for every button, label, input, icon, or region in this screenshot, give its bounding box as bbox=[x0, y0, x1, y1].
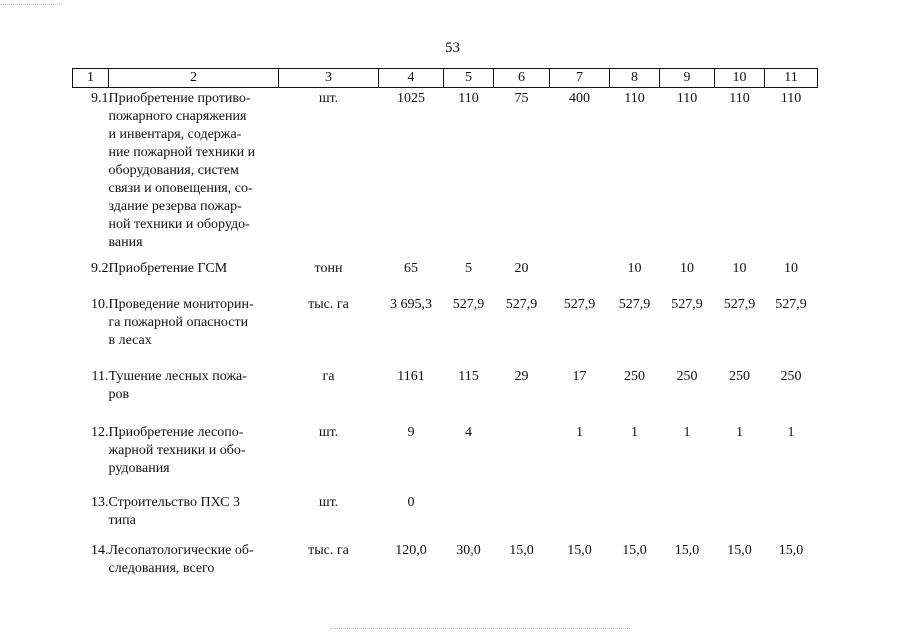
row-name-line: Приобретение ГСМ bbox=[108, 260, 228, 276]
cell-value: 250 bbox=[729, 368, 750, 384]
cell-value: 1 bbox=[631, 424, 638, 440]
scan-artifact-bottom bbox=[330, 628, 630, 630]
row-name-line: связи и оповещения, со- bbox=[108, 181, 253, 196]
cell-value bbox=[494, 424, 550, 494]
cell-value: 1 bbox=[576, 424, 583, 440]
row-unit: шт. bbox=[318, 494, 339, 510]
row-name-line: жарной техники и обо- bbox=[108, 442, 246, 458]
table-row bbox=[73, 88, 818, 260]
cell-value bbox=[765, 494, 818, 542]
cell-value: 15,0 bbox=[622, 542, 647, 558]
cell-value: 527,9 bbox=[775, 296, 807, 312]
cell-value: 1 bbox=[787, 424, 795, 440]
row-name-line: здание резерва пожар- bbox=[108, 199, 242, 214]
column-header: 8 bbox=[610, 69, 660, 88]
row-name bbox=[109, 368, 279, 424]
cell-value: 10 bbox=[680, 260, 694, 276]
cell-value bbox=[444, 494, 494, 542]
table-row bbox=[73, 542, 818, 582]
cell-value: 527,9 bbox=[723, 296, 756, 312]
cell-value: 29 bbox=[514, 368, 529, 384]
cell-value: 527,9 bbox=[618, 296, 651, 312]
row-name-line: в лесах bbox=[108, 332, 152, 348]
cell-value: 15,0 bbox=[727, 542, 752, 558]
cell-value: 17 bbox=[572, 368, 587, 384]
table-row bbox=[73, 296, 818, 368]
row-unit: шт. bbox=[318, 91, 339, 106]
cell-value: 75 bbox=[514, 91, 529, 106]
cell-value: 110 bbox=[780, 91, 802, 106]
cell-value: 5 bbox=[465, 260, 472, 276]
cell-value: 110 bbox=[729, 91, 750, 106]
row-name bbox=[109, 424, 279, 494]
row-number: 12. bbox=[91, 424, 109, 440]
row-name-line: ние пожарной техники и bbox=[108, 145, 256, 160]
cell-value bbox=[494, 494, 550, 542]
column-header: 6 bbox=[494, 69, 550, 88]
row-name bbox=[109, 260, 279, 296]
cell-value: 250 bbox=[676, 368, 698, 384]
cell-value: 1025 bbox=[397, 91, 425, 106]
column-header: 3 bbox=[279, 69, 379, 88]
cell-value: 120,0 bbox=[395, 542, 427, 558]
row-name-line: Приобретение лесопо- bbox=[108, 424, 244, 440]
row-unit: шт. bbox=[318, 424, 339, 440]
row-name bbox=[109, 296, 279, 368]
row-number: 10. bbox=[91, 296, 109, 312]
cell-value: 9 bbox=[407, 424, 415, 440]
table-row bbox=[73, 368, 818, 424]
table-row bbox=[73, 260, 818, 296]
row-name bbox=[109, 88, 279, 260]
row-name-line: типа bbox=[108, 512, 136, 528]
row-name-line: ров bbox=[108, 386, 130, 402]
cell-value: 4 bbox=[465, 424, 472, 440]
cell-value bbox=[715, 494, 765, 542]
row-number: 11. bbox=[91, 368, 109, 384]
cell-value bbox=[660, 494, 715, 542]
row-name-line: Строительство ПХС 3 bbox=[108, 494, 241, 510]
scan-artifact-top bbox=[0, 4, 60, 6]
column-header: 9 bbox=[660, 69, 715, 88]
page-number: 53 bbox=[445, 40, 460, 56]
row-name-line: следования, всего bbox=[108, 560, 215, 576]
cell-value bbox=[610, 494, 660, 542]
column-header: 1 bbox=[73, 69, 109, 88]
cell-value: 15,0 bbox=[567, 542, 592, 558]
cell-value bbox=[550, 260, 610, 296]
cell-value: 1161 bbox=[397, 368, 425, 384]
cell-value: 527,9 bbox=[505, 296, 538, 312]
cell-value: 250 bbox=[624, 368, 645, 384]
row-name-line: Тушение лесных пожа- bbox=[108, 368, 247, 384]
cell-value: 400 bbox=[569, 91, 590, 106]
row-name-line: рудования bbox=[108, 460, 170, 476]
cell-value: 115 bbox=[458, 368, 479, 384]
cell-value: 0 bbox=[407, 494, 415, 510]
column-header: 5 bbox=[444, 69, 494, 88]
row-name bbox=[109, 542, 279, 582]
cell-value: 3 695,3 bbox=[390, 296, 432, 312]
data-table bbox=[72, 68, 818, 582]
column-header: 7 bbox=[550, 69, 610, 88]
row-name-line: га пожарной опасности bbox=[108, 314, 249, 330]
cell-value: 1 bbox=[736, 424, 743, 440]
cell-value: 20 bbox=[514, 260, 529, 276]
row-number: 13. bbox=[91, 494, 109, 510]
cell-value: 10 bbox=[732, 260, 747, 276]
row-unit: тыс. га bbox=[308, 542, 349, 558]
cell-value: 527,9 bbox=[452, 296, 485, 312]
column-header: 2 bbox=[109, 69, 279, 88]
row-number: 14. bbox=[91, 542, 109, 558]
row-number: 9.2 bbox=[91, 260, 109, 276]
cell-value: 15,0 bbox=[509, 542, 534, 558]
cell-value: 10 bbox=[784, 260, 798, 276]
cell-value: 1 bbox=[683, 424, 691, 440]
cell-value: 10 bbox=[627, 260, 642, 276]
cell-value: 110 bbox=[624, 91, 645, 106]
header-row bbox=[73, 69, 818, 88]
row-name-line: вания bbox=[108, 235, 143, 250]
cell-value: 65 bbox=[404, 260, 418, 276]
row-name-line: Приобретение противо- bbox=[108, 91, 251, 106]
row-unit: тыс. га bbox=[308, 296, 349, 312]
row-name-line: ной техники и оборудо- bbox=[108, 217, 250, 232]
column-header: 10 bbox=[715, 69, 765, 88]
table-row bbox=[73, 494, 818, 542]
cell-value: 527,9 bbox=[563, 296, 596, 312]
column-header: 4 bbox=[379, 69, 444, 88]
row-name-line: Проведение мониторин- bbox=[108, 296, 254, 312]
cell-value: 15,0 bbox=[674, 542, 700, 558]
row-name-line: оборудования, систем bbox=[108, 163, 239, 178]
column-header: 11 bbox=[765, 69, 818, 88]
row-name bbox=[109, 494, 279, 542]
table-row bbox=[73, 424, 818, 494]
cell-value: 250 bbox=[780, 368, 802, 384]
cell-value: 30,0 bbox=[456, 542, 481, 558]
cell-value bbox=[550, 494, 610, 542]
cell-value: 110 bbox=[458, 91, 479, 106]
cell-value: 110 bbox=[676, 91, 698, 106]
row-number: 9.1 bbox=[91, 91, 109, 106]
row-name-line: Лесопатологические об- bbox=[108, 542, 254, 558]
cell-value: 15,0 bbox=[778, 542, 804, 558]
row-name-line: и инвентаря, содержа- bbox=[108, 127, 242, 142]
row-unit: тонн bbox=[314, 260, 343, 276]
row-name-line: пожарного снаряжения bbox=[108, 109, 247, 124]
cell-value: 527,9 bbox=[671, 296, 703, 312]
row-unit: га bbox=[322, 368, 335, 384]
